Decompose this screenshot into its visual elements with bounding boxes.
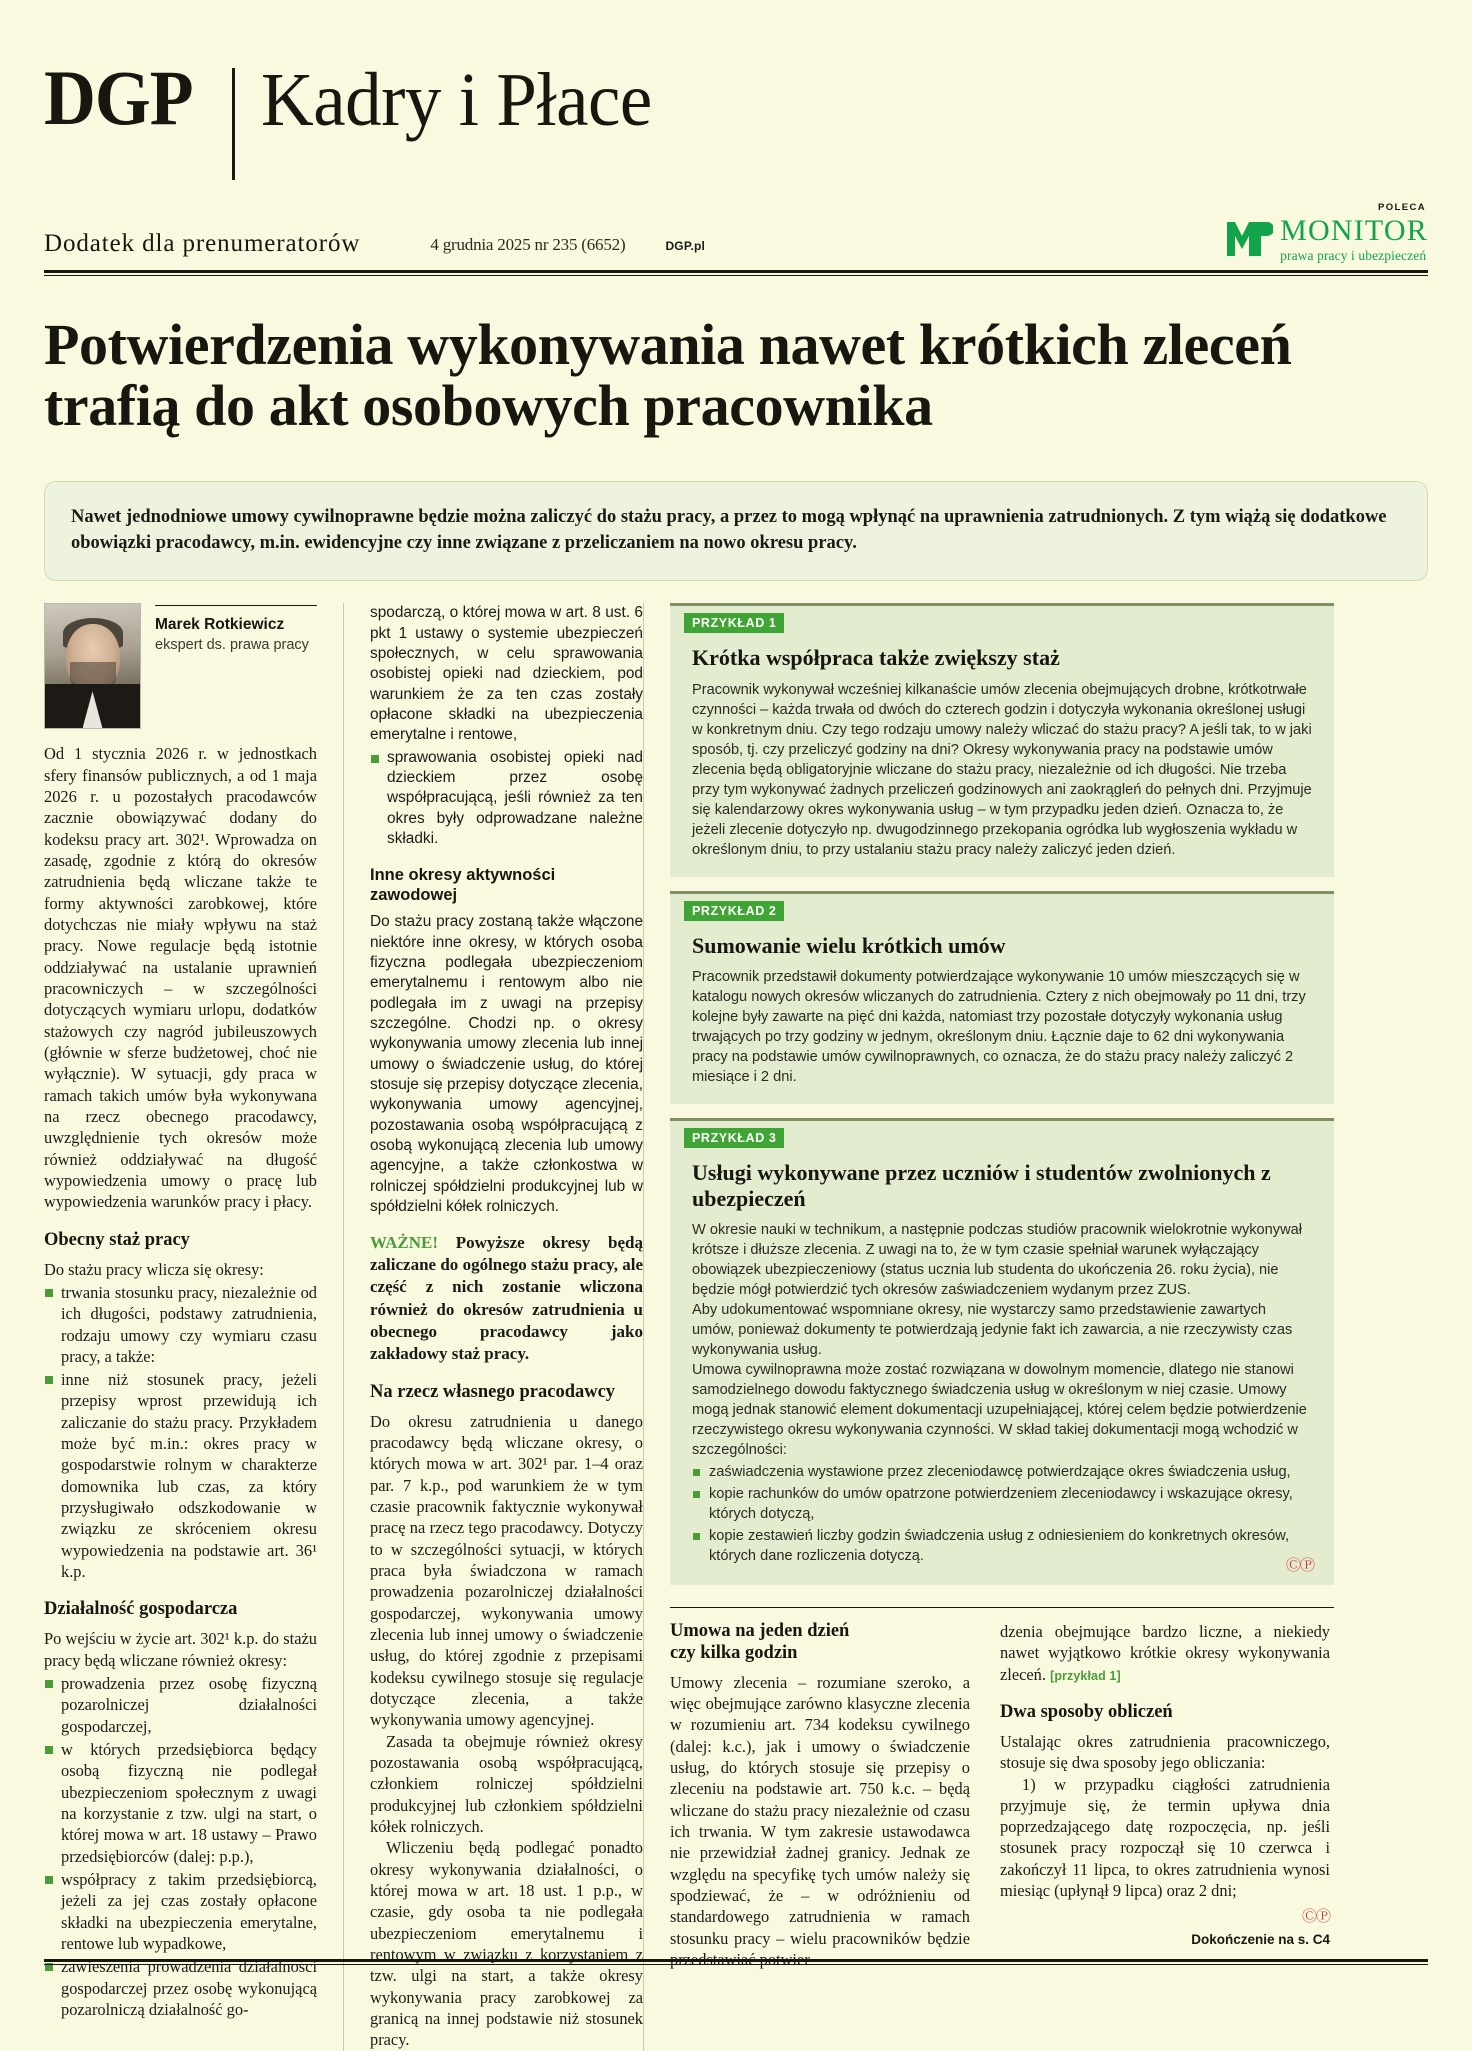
example-label-1: PRZYKŁAD 1 bbox=[684, 613, 784, 633]
important-note bbox=[370, 1232, 643, 1365]
page-title: Potwierdzenia wykonywania nawet krótkich zleceń trafią do akt osobowych pracownika bbox=[44, 312, 1292, 439]
example-3-list bbox=[692, 1463, 1312, 1567]
example-box-1 bbox=[670, 603, 1334, 876]
example-text-1: Pracownik wykonywał wcześniej kilkanaście umów zlecenia obejmujących drobne, krótkotrwałe czynności – każda trwała od dwóch do czterech godzin i dotyczyła wykonania określonej usługi w konkretnym dniu. Czy tego rodzaju umowy należy wliczać do stażu pracy? A jeśli tak, to w jaki sposób, tj. czy przeliczyć godziny na dni? Okresy wykonywania pracy na podstawie umów zlecenia będą obligatoryjnie wliczane do stażu pracy, niezależnie od ich długości. Nie trzeba przy tym wykonywać żadnych przeliczeń godzinowych ani zaokrągleń do pełnych dni. Przyjmuje się kalendarzowy okres wykonywania usług – w tym przypadku jeden dzień. Oznacza to, że jeżeli zlecenie dotyczyło np. dwugodzinnego przekopania ogródka lub wygłoszenia wykładu w określonym dniu, to przy ustalaniu stażu pracy należy zaliczyć jeden dzień. bbox=[692, 681, 1312, 858]
rzecz-para-2: Zasada ta obejmuje również okresy pozostawania osobą współpracującą, członkiem rolniczej spółdzielni produkcyjnej lub członkiem spółdzielni kółek rolniczych. bbox=[370, 1731, 643, 1836]
mp-icon bbox=[1225, 218, 1273, 258]
site-url: DGP.pl bbox=[665, 239, 706, 253]
list-item: w których przedsiębiorca będący osobą fizyczną nie podlegał ubezpieczeniom społecznym z uwagi na korzystanie z tzw. ulgi na start, o której mowa w art. 18 ustawy – Prawo przedsiębiorców (dalej: p.p.), bbox=[44, 1739, 317, 1867]
masthead-rule bbox=[44, 270, 1428, 276]
important-tag: WAŻNE! bbox=[370, 1233, 439, 1253]
list-item: zawieszenia prowadzenia działalności gospodarczej przez osobę wykonującą pozarolniczą działalność go- bbox=[44, 1956, 317, 2020]
author-photo bbox=[44, 603, 141, 729]
column-one bbox=[44, 603, 343, 2022]
heading-umowa-na-jeden-dzien bbox=[670, 1621, 970, 1665]
list-item: kopie rachunków do umów opatrzone potwierdzeniem zleceniodawcy i wskazujące okresy, których dotyczą, bbox=[692, 1485, 1312, 1525]
heading-inne-okresy: Inne okresy aktywności zawodowej bbox=[370, 866, 556, 904]
list-item: zaświadczenia wystawione przez zleceniodawcę potwierdzające okres świadczenia usług, bbox=[692, 1463, 1312, 1483]
supplement-label: Dodatek dla prenumeratorów bbox=[44, 230, 361, 257]
bottom-right-cont-text: dzenia obejmujące bardzo liczne, a niekiedy nawet wyjątkowo krótkie okresy wykonywania zleceń. bbox=[1000, 1622, 1330, 1684]
list-item: współpracy z takim przedsiębiorcą, jeżeli za jej czas zostały opłacone składki na ubezpieczenia emerytalne, rentowe lub wypadkowe, bbox=[44, 1869, 317, 1954]
partner-logo-block bbox=[1225, 202, 1428, 263]
example-title-1: Krótka współpraca także zwiększy staż bbox=[692, 645, 1060, 671]
masthead-subbar bbox=[44, 202, 1428, 264]
logo-kadry-i-place: Kadry i Płace bbox=[260, 58, 652, 142]
staz-list bbox=[44, 1282, 317, 1583]
monitor-tagline: prawa pracy i ubezpieczeń bbox=[1280, 247, 1427, 263]
staz-intro: Do stażu pracy wlicza się okresy: bbox=[44, 1259, 264, 1279]
bottom-column-left bbox=[670, 1621, 1000, 1970]
column-two-continued: spodarczą, o której mowa w art. 8 ust. 6 pkt 1 ustawy o systemie ubezpieczeń społecznych, w celu sprawowania osobistej opieki nad dzieckiem, pod warunkiem że za ten czas zostały opłacone składki na ubezpieczenia emerytalne i rentowe, bbox=[370, 604, 643, 744]
author-name: Marek Rotkiewicz bbox=[155, 616, 285, 634]
bottom-right-continued bbox=[1000, 1621, 1330, 1685]
author-rule bbox=[155, 605, 317, 606]
column-one-intro: Od 1 stycznia 2026 r. w jednostkach sfery finansów publicznych, a od 1 maja 2026 r. u pozostałych pracodawców zacznie obowiązywać dodany do kodeksu pracy art. 302¹. Wprowadza on zasadę, zgodnie z którą do okresów zatrudnienia będą wliczane także te formy aktywności zarobkowej, które dotychczas nie miały wpływu na staż pracy. Nowe regulacje będą istotnie oddziaływać na ustalanie uprawnień pracowniczych – w szczególności dotyczących wymiaru urlopu, dodatków stażowych czy nagród jubileuszowych (głównie w sferze budżetowej, choć nie wyłącznie). W sytuacji, gdy praca w ramach takich umów była wykonywana na rzecz obecnego pracodawcy, uwzględnienie tych okresów może również oddziaływać na długość wypowiedzenia umowy o pracę lub wypowiedzenia warunków pracy i płacy. bbox=[44, 744, 317, 1212]
article-body bbox=[44, 603, 1428, 2050]
dzialalnosc-intro: Po wejściu w życie art. 302¹ k.p. do stażu pracy będą wliczane również okresy: bbox=[44, 1629, 317, 1670]
heading-dwa-sposoby-obliczen: Dwa sposoby obliczeń bbox=[1000, 1702, 1173, 1723]
logo-divider bbox=[232, 68, 235, 180]
example-title-3: Usługi wykonywane przez uczniów i studentów zwolnionych z ubezpieczeń bbox=[692, 1160, 1271, 1211]
column-two-list bbox=[370, 748, 643, 850]
bottom-left-text: Umowy zlecenia – rozumiane szeroko, a więc obejmujące zarówno klasyczne zlecenia w rozumieniu art. 734 kodeksu cywilnego (dalej: k.c.), jak i umowy o świadczenie usług, do których stosuje się przepisy o zleceniu na podstawie art. 750 k.c. – będą wliczane do stażu pracy niezależnie od czasu ich trwania. W tym zakresie ustawodawca nie przewidział żadnej granicy. Jednak ze względu na specyfikę tych umów należy się spodziewać, że – w odróżnieniu od standardowego zatrudnienia w ramach stosunku pracy – wielu pracowników będzie przedstawiać potwier- bbox=[670, 1672, 970, 1969]
monitor-wordmark: MONITOR bbox=[1280, 213, 1428, 247]
dzialalnosc-list bbox=[44, 1673, 317, 2020]
heading-line-2: czy kilka godzin bbox=[670, 1642, 798, 1663]
list-item: sprawowania osobistej opieki nad dzieckiem przez osobę współpracującą, jeśli również za ten okres były odprowadzane należne składki. bbox=[370, 748, 643, 850]
masthead bbox=[0, 0, 1472, 180]
bottom-right-text: Ustalając okres zatrudnienia pracowniczego, stosuje się dwa sposoby jego obliczania: bbox=[1000, 1731, 1330, 1773]
heading-line-1: Umowa na jeden dzień bbox=[670, 1621, 850, 1642]
example-box-2 bbox=[670, 891, 1334, 1104]
example-title-2: Sumowanie wielu krótkich umów bbox=[692, 932, 1006, 958]
example-text-2: Pracownik przedstawił dokumenty potwierdzające wykonywanie 10 umów mieszczących się w katalogu nowych okresów wliczanych do zatrudnienia. Cztery z nich obejmowały po 11 dni, trzy kolejne były zawarte na pięć dni każda, natomiast trzy pozostałe dotyczyły wykonania usług trwających po trzy godziny w jednym, określonym dniu. Łącznie daje to 62 dni wykonywania pracy na podstawie umów cywilnoprawnych, co oznacza, że do stażu pracy należy zaliczyć 2 miesiące i 2 dni. bbox=[692, 969, 1306, 1086]
example-label-2: PRZYKŁAD 2 bbox=[684, 901, 784, 921]
heading-obecny-staz-pracy: Obecny staż pracy bbox=[44, 1229, 190, 1250]
issue-line: 4 grudnia 2025 nr 235 (6652) bbox=[430, 235, 626, 254]
heading-na-rzecz-wlasnego-pracodawcy: Na rzecz własnego pracodawcy bbox=[370, 1381, 616, 1402]
author-block bbox=[44, 603, 317, 729]
rzecz-para-3: Wliczeniu będą podlegać ponadto okresy wykonywania działalności, o której mowa w art. 18 ust. 1 p.p., w czasie, gdy osoba ta nie podlegała ubezpieczeniom emerytalnemu i rentowym w związku z korzystaniem z tzw. ulgi na start, a także okresy wykonywania pracy zarobkowej za granicą na innej podstawie niż stosunek pracy. bbox=[370, 1838, 643, 2050]
bottom-columns bbox=[670, 1607, 1334, 1970]
list-item: inne niż stosunek pracy, jeżeli przepisy wprost przewidują ich zaliczanie do stażu pracy. Przykładem może być m.in.: okres pracy w gospodarstwie rolnym w charakterze domownika lub czas, za który przysługiwało odszkodowanie w związku ze skróceniem okresu wypowiedzenia na podstawie art. 36¹ k.p. bbox=[44, 1369, 317, 1582]
continued-on: Dokończenie na s. C4 bbox=[1191, 1932, 1330, 1948]
example-box-3 bbox=[670, 1118, 1334, 1585]
important-text: Powyższe okresy będą zaliczane do ogólnego stażu pracy, ale część z nich zostanie wliczona również do okresów zatrudnienia u obecnego pracodawcy jako zakładowy staż pracy. bbox=[370, 1233, 643, 1363]
example-text-3 bbox=[692, 1221, 1312, 1461]
example-label-3: PRZYKŁAD 3 bbox=[684, 1128, 784, 1148]
column-right bbox=[644, 603, 1334, 1970]
bottom-column-right bbox=[1000, 1621, 1330, 1970]
example-3-para-3: Umowa cywilnoprawna może zostać rozwiązana w dowolnym momencie, dlatego nie stanowi samodzielnego dowodu faktycznego świadczenia usług w określonym w niej czasie. Umowy mogą jednak stanowić element dokumentacji uzupełniającej, której celem będzie potwierdzenie rzeczywistego okresu wykonywania czynności. W skład takiej dokumentacji mogą wchodzić w szczególności: bbox=[692, 1362, 1307, 1459]
poleca-kicker: POLECA bbox=[1378, 201, 1426, 213]
heading-dzialalnosc-gospodarcza: Działalność gospodarcza bbox=[44, 1599, 238, 1620]
copyright-mark-bottom: ⒸⓅ bbox=[1301, 1908, 1330, 1926]
example-3-para-2: Aby udokumentować wspomniane okresy, nie wystarczy samo przedstawienie zawartych umów, ponieważ dokumenty te potwierdzają jedynie fakt ich zawarcia, a nie rzeczywisty czas wykonywania usług. bbox=[692, 1302, 1293, 1359]
author-role: ekspert ds. prawa pracy bbox=[155, 636, 309, 653]
bottom-right-item-1: 1) w przypadku ciągłości zatrudnienia przyjmuje się, że termin upływa dnia poprzedzającego datę rozpoczęcia, np. jeśli stosunek pracy rozpoczął się 10 czerwca i zakończył 11 lipca, to okres zatrudnienia wynosi miesiąc (upłynął 9 lipca) oraz 2 dni; bbox=[1000, 1774, 1330, 1901]
rzecz-para-1: Do okresu zatrudnienia u danego pracodawcy będą wliczane okresy, o których mowa w art. 302¹ par. 1–4 oraz par. 7 k.p., pod warunkiem że w tym czasie pracownik faktycznie wykonywał pracę na rzecz tego pracodawcy. Dotyczy to w szczególności sytuacji, w których praca była świadczona w ramach prowadzenia pozarolniczej działalności gospodarczej, wykonywania umowy zlecenia lub innej umowy o świadczenie usług, do której zgodnie z przepisami kodeksu cywilnego stosuje się regulacje dotyczące zlecenia, a także wykonywania umowy agencyjnej. bbox=[370, 1411, 643, 1730]
copyright-mark-example-3: ⒸⓅ bbox=[1285, 1557, 1314, 1575]
list-item: kopie zestawień liczby godzin świadczenia usług z odniesieniem do konkretnych okresów, których dane rozliczenia dotyczą. bbox=[692, 1527, 1312, 1567]
inne-okresy-text: Do stażu pracy zostaną także włączone niektóre inne okresy, w których osoba fizyczna podlegała ubezpieczeniom emerytalnemu i rentowym albo nie podlegała im z uwagi na przepisy szczególne. Chodzi np. o okresy wykonywania umowy zlecenia lub innej umowy o świadczenie usług, do której stosuje się przepisy dotyczące zlecenia, wykonywania umowy agencyjnej, pozostawania osobą współpracującą z osobą wykonującą zlecenia lub umowy agencyjne, a także członkostwa w rolniczej spółdzielni produkcyjnej lub w spółdzielni kółek rolniczych. bbox=[370, 913, 643, 1215]
lead-paragraph: Nawet jednodniowe umowy cywilnoprawne będzie można zaliczyć do stażu pracy, a przez to mogą wpłynąć na uprawnienia zatrudnionych. Z tym wiążą się dodatkowe obowiązki pracodawcy, m.in. ewidencyjne czy inne związane z przeliczaniem na nowo okresu pracy. bbox=[44, 481, 1428, 582]
example-reference: [przykład 1] bbox=[1050, 1668, 1121, 1683]
example-3-para-1: W okresie nauki w technikum, a następnie podczas studiów pracownik wielokrotnie wykonywał krótsze i dłuższe zlecenia. Z uwagi na to, że w tym czasie spełniał warunek wyłączający obowiązek ubezpieczeniowy (status ucznia lub studenta do ukończenia 26. roku życia), nie będzie mógł potwierdzić tych okresów zaświadczeniem wydanym przez ZUS. bbox=[692, 1222, 1302, 1299]
list-item: trwania stosunku pracy, niezależnie od ich długości, podstawy zatrudnienia, rodzaju umowy czy wymiaru czasu pracy, a także: bbox=[44, 1282, 317, 1367]
column-two bbox=[344, 603, 643, 2050]
list-item: prowadzenia przez osobę fizyczną pozarolniczej działalności gospodarczej, bbox=[44, 1673, 317, 1737]
logo-dgp: DGP bbox=[44, 54, 193, 141]
page-bottom-rule bbox=[44, 1959, 1428, 1965]
